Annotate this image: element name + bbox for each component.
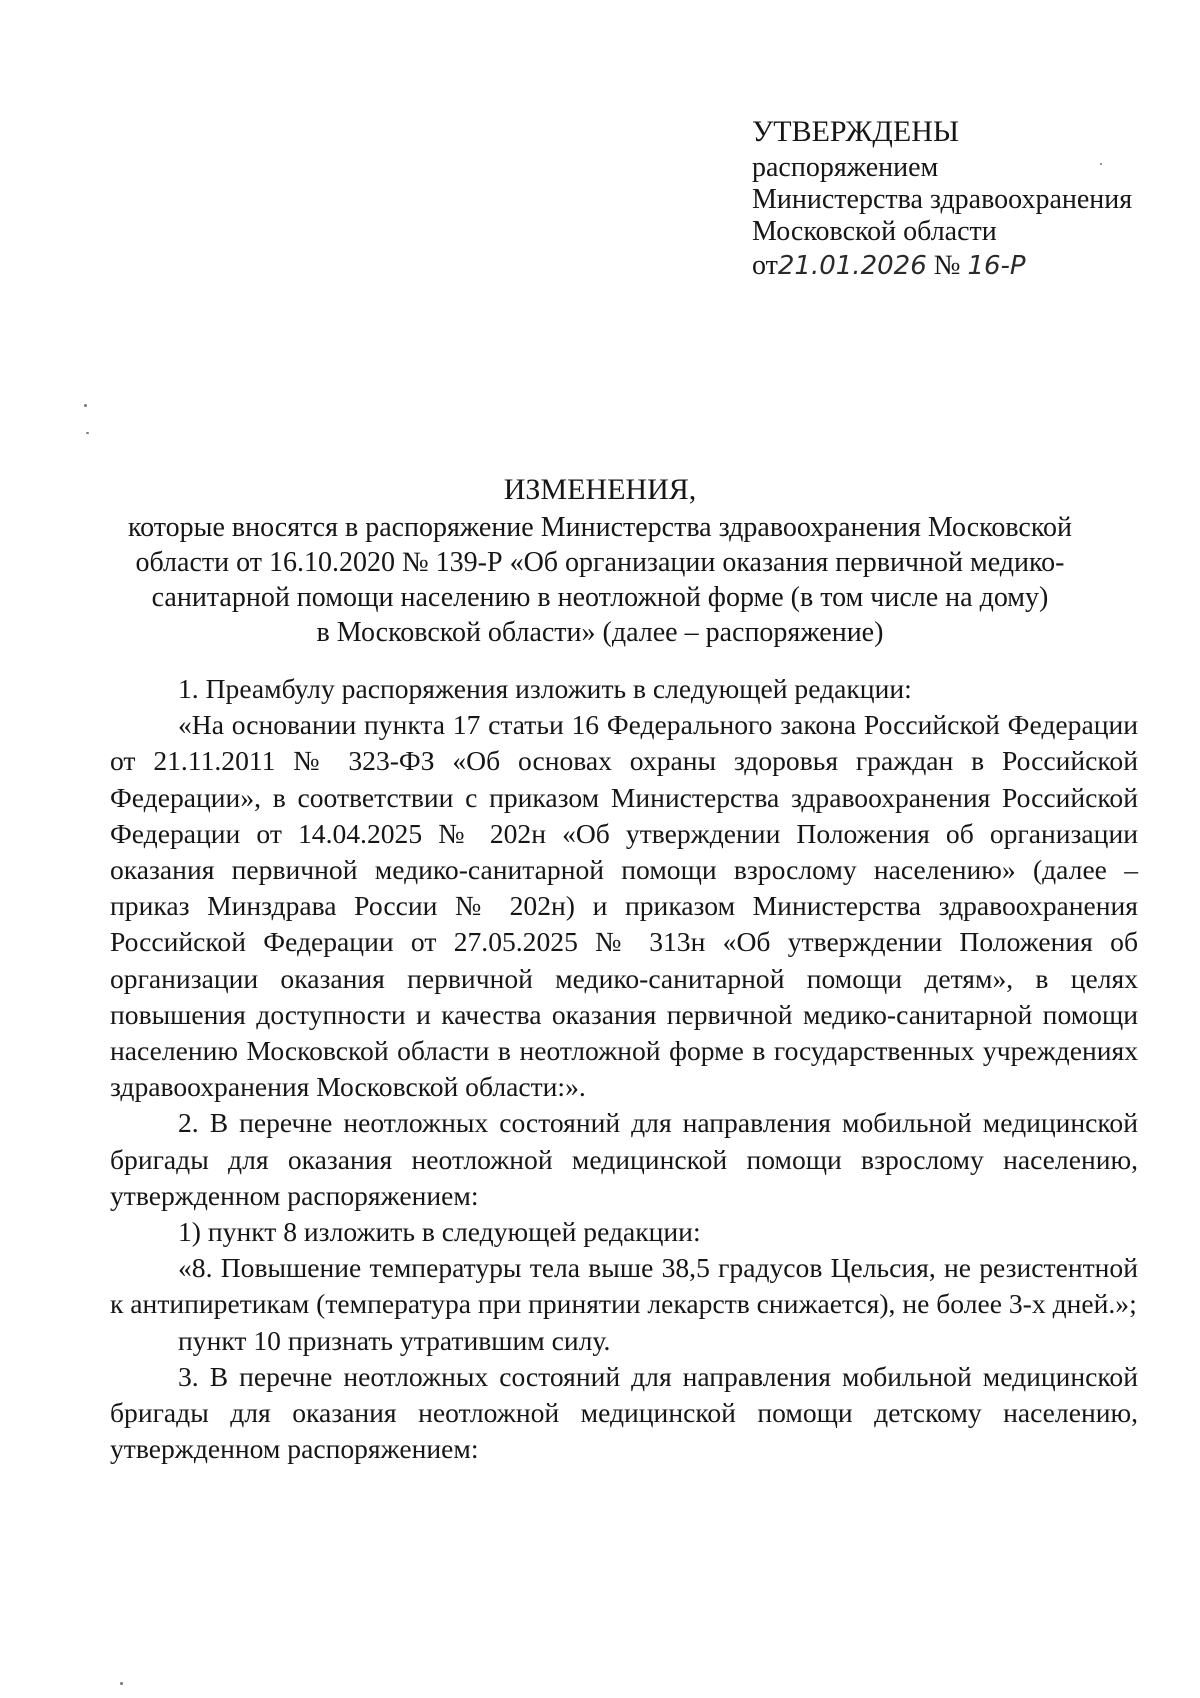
paragraph: «На основании пункта 17 статьи 16 Федерального закона Российской Федерации от 21.11.2011 № 323-ФЗ «Об основах охраны здоровья граждан в Российской Федерации», в соответствии с приказом Министерства здравоохранения Российской Федерации от 14.04.2025 № 202н «Об утверждении Положения об организации оказания первичной медико-санитарной помощи взрослому населению» (далее – приказ Минздрава России № 202н) и приказом Министерства здравоохранения Российской Федерации от 27.05.2025 № 313н «Об утверждении Положения об организации оказания первичной медико-санитарной помощи детям», в целях повышения доступности и качества оказания первичной медико-санитарной помощи населению Московской области в неотложной форме в государственных учреждениях здравоохранения Московской области:». xyxy=(110,709,1138,1103)
document-body xyxy=(110,671,1138,1467)
paragraph: 2. В перечне неотложных состояний для направления мобильной медицинской бригады для оказания неотложной медицинской помощи взрослому населению, утвержденном распоряжением: xyxy=(110,1107,1138,1211)
date-prefix: от xyxy=(752,250,778,281)
number-prefix: № xyxy=(933,250,961,281)
approval-date-line xyxy=(752,250,1172,282)
paragraph: «8. Повышение температуры тела выше 38,5 градусов Цельсия, не резистентной к антипиретикам (температура при принятии лекарств снижается), не более 3-х дней.»; xyxy=(110,1252,1138,1320)
scan-speck xyxy=(84,404,87,407)
approval-line-3: Московской области xyxy=(752,216,997,247)
document-title xyxy=(100,470,1100,650)
paragraph: 1. Преамбулу распоряжения изложить в следующей редакции: xyxy=(178,673,912,704)
paragraph: пункт 10 признать утратившим силу. xyxy=(178,1324,611,1356)
title-line-3: санитарной помощи населению в неотложной форме (в том числе на дому) xyxy=(151,582,1049,613)
title-line-2: области от 16.10.2020 № 139-Р «Об организации оказания первичной медико- xyxy=(135,547,1065,578)
handwritten-number: 16-Р xyxy=(967,251,1026,281)
paragraph: 1) пункт 8 изложить в следующей редакции: xyxy=(178,1216,701,1248)
scan-speck xyxy=(120,1682,123,1685)
handwritten-date: 21.01.2026 xyxy=(777,251,927,281)
approval-heading: УТВЕРЖДЕНЫ xyxy=(752,115,960,148)
title-line-4: в Московской области» (далее – распоряжение) xyxy=(316,617,884,648)
approval-block xyxy=(752,112,1172,282)
scan-speck xyxy=(86,432,89,434)
paragraph: 3. В перечне неотложных состояний для направления мобильной медицинской бригады для оказания неотложной медицинской помощи детскому населению, утвержденном распоряжением: xyxy=(110,1360,1138,1465)
approval-line-2: Министерства здравоохранения xyxy=(752,184,1133,215)
title-heading: ИЗМЕНЕНИЯ, xyxy=(503,473,697,506)
scan-speck xyxy=(1100,163,1102,165)
approval-line-1: распоряжением xyxy=(752,152,939,183)
title-line-1: которые вносятся в распоряжение Министерства здравоохранения Московской xyxy=(127,512,1073,543)
